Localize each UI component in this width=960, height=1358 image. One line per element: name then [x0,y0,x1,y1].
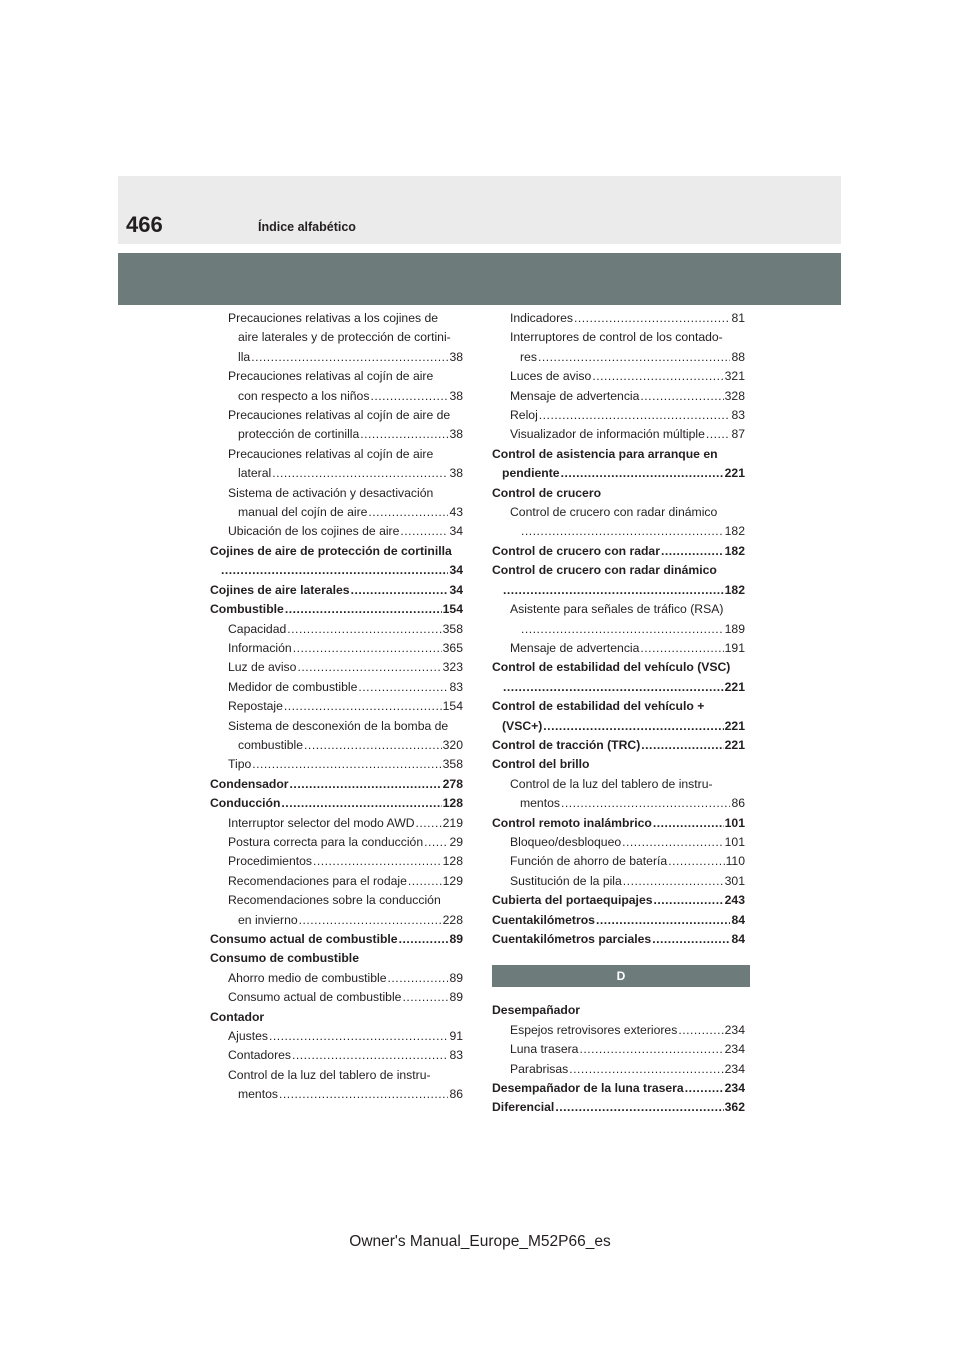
entry-page-link[interactable]: 320 [442,737,463,752]
dot-leader [416,814,442,833]
entry-text: Procedimientos [228,854,312,869]
index-entry [492,1079,745,1098]
dot-leader [281,794,441,813]
entry-text: Contador [210,1009,265,1024]
entry-page-link[interactable]: 221 [724,718,745,733]
entry-text: Recomendaciones para el rodaje [228,873,407,888]
entry-page-link[interactable]: 219 [442,815,463,830]
entry-page-link[interactable]: 278 [442,776,463,791]
entry-text: lla [238,349,251,364]
index-entry [210,1008,463,1027]
entry-text: Ubicación de los cojines de aire [228,524,400,539]
index-column-right [492,309,745,1118]
entry-text: Recomendaciones sobre la conducción [228,893,441,908]
index-subentry [492,1040,745,1059]
index-subentry [492,833,745,852]
entry-page-link[interactable]: 301 [724,873,745,888]
dot-leader [555,1098,723,1117]
dot-leader [654,891,724,910]
index-subentry [492,367,745,386]
entry-text: Cuentakilómetros [492,912,595,927]
entry-text: Interruptor selector del modo AWD [228,815,415,830]
dot-leader [299,911,442,930]
dot-leader [561,464,724,483]
index-subentry [492,600,745,639]
entry-text: pendiente [502,466,560,481]
dot-leader [623,872,724,891]
index-subentry [492,852,745,871]
entry-text: Control de crucero [492,485,602,500]
index-entry [492,561,745,600]
entry-page-link[interactable]: 34 [449,524,463,539]
entry-text: mentos [238,1087,278,1102]
dot-leader [400,522,448,541]
index-column-left [210,309,463,1105]
entry-text: Consumo actual de combustible [228,990,402,1005]
entry-text: combustible [238,737,304,752]
index-subentry [210,1046,463,1065]
entry-page-link[interactable]: 86 [449,1087,463,1102]
header-band [118,253,841,305]
index-subentry [210,814,463,833]
index-entry [210,775,463,794]
entry-text: Control de crucero con radar [492,543,660,558]
entry-page-link[interactable]: 154 [442,602,463,617]
entry-page-link[interactable]: 83 [731,408,745,423]
index-entry [492,542,745,561]
entry-page-link[interactable]: 154 [442,699,463,714]
entry-text: (VSC+) [502,718,543,733]
dot-leader [521,522,724,541]
index-entry [210,542,463,581]
dot-leader [297,658,441,677]
entry-page-link[interactable]: 34 [449,582,463,597]
dot-leader [596,911,730,930]
dot-leader [569,1060,723,1079]
dot-leader [424,833,448,852]
dot-leader [221,561,448,580]
entry-page-link[interactable]: 328 [724,388,745,403]
entry-page-link[interactable]: 29 [449,834,463,849]
entry-text: Luz de aviso [228,660,297,675]
dot-leader [561,794,730,813]
dot-leader [351,581,449,600]
entry-text: aire laterales y de protección de cortini- [238,330,451,345]
dot-leader [272,464,448,483]
entry-text: en invierno [238,912,298,927]
index-entry [210,949,463,968]
entry-text: Ajustes [228,1029,268,1044]
index-subentry [210,658,463,677]
entry-page-link[interactable]: 191 [724,640,745,655]
dot-leader [641,736,723,755]
entry-text: Ahorro medio de combustible [228,970,387,985]
entry-text: Espejos retrovisores exteriores [510,1022,678,1037]
entry-text: Cuentakilómetros parciales [492,932,652,946]
index-subentry [492,1060,745,1079]
index-entry [492,445,745,484]
entry-page-link[interactable]: 38 [449,349,463,364]
index-subentry [492,503,745,542]
entry-text: Control de asistencia para arranque en [492,446,718,461]
entry-text: Interruptores de control de los contado- [510,330,723,345]
entry-page-link[interactable]: 38 [449,466,463,481]
entry-text: Combustible [210,602,284,617]
section-title: Índice alfabético [258,220,356,234]
entry-text: Repostaje [228,699,283,714]
entry-page-link[interactable]: 189 [724,621,745,636]
index-subentry [210,1027,463,1046]
entry-text: Visualizador de información múltiple [510,427,705,442]
index-subentry [210,1066,463,1105]
entry-text: Parabrisas [510,1061,569,1076]
dot-leader [290,775,442,794]
dot-leader [287,620,441,639]
entry-text: Condensador [210,776,289,791]
index-entry [492,658,745,697]
entry-text: Sistema de desconexión de la bomba de [228,718,449,733]
index-subentry [492,309,745,328]
dot-leader [399,930,449,949]
dot-leader [285,600,442,619]
entry-text: Control de crucero con radar dinámico [510,505,718,520]
entry-page-link[interactable]: 182 [724,524,745,539]
entry-page-link[interactable]: 101 [724,834,745,849]
entry-text: Consumo de combustible [210,951,359,966]
entry-text: Cojines de aire de protección de cortinilla [210,543,452,558]
entry-page-link[interactable]: 228 [442,912,463,927]
entry-text: Control del brillo [492,757,590,772]
index-subentry [492,775,745,814]
entry-page-link[interactable]: 129 [442,873,463,888]
entry-text: Mensaje de advertencia [510,388,640,403]
index-entry [492,1098,745,1117]
index-subentry [210,445,463,484]
entry-text: lateral [238,466,272,481]
dot-leader [402,988,448,1007]
dot-leader [706,425,731,444]
entry-text: Control remoto inalámbrico [492,815,652,830]
entry-page-link[interactable]: 89 [449,932,463,946]
index-entry [492,930,745,949]
index-subentry [492,425,745,444]
index-entry [492,891,745,910]
entry-page-link[interactable]: 101 [724,815,745,830]
index-entry [210,930,463,949]
entry-page-link[interactable]: 234 [724,1061,745,1076]
entry-page-link[interactable]: 358 [442,757,463,772]
dot-leader [653,814,724,833]
entry-text: con respecto a los niños [238,388,370,403]
index-entry [492,484,745,503]
index-subentry [492,406,745,425]
entry-text: Conducción [210,796,281,811]
entry-text: Desempañador de la luna trasera [492,1081,684,1096]
dot-leader [640,387,723,406]
dot-leader [503,581,724,600]
dot-leader [408,872,442,891]
entry-page-link[interactable]: 38 [449,427,463,442]
entry-text: Cojines de aire laterales [210,582,350,597]
entry-text: Sustitución de la pila [510,873,622,888]
dot-leader [574,309,730,328]
entry-page-link[interactable]: 182 [724,582,745,597]
entry-page-link[interactable]: 88 [731,349,745,364]
dot-leader [538,348,731,367]
dot-leader [678,1021,723,1040]
entry-page-link[interactable]: 234 [724,1022,745,1037]
entry-text: Control de tracción (TRC) [492,737,641,752]
entry-text: Medidor de combustible [228,679,358,694]
entry-page-link[interactable]: 243 [724,893,745,908]
entry-text: Control de estabilidad del vehículo (VSC) [492,660,731,675]
index-subentry [210,639,463,658]
index-entry [492,736,745,755]
entry-text: Control de la luz del tablero de instru- [228,1067,431,1082]
dot-leader [622,833,724,852]
index-subentry [210,697,463,716]
entry-page-link[interactable]: 84 [731,932,745,946]
entry-text: Sistema de activación y desactivación [228,485,434,500]
page-number: 466 [126,212,163,237]
entry-text: manual del cojín de aire [238,505,368,520]
entry-page-link[interactable]: 128 [442,854,463,869]
index-subentry [210,309,463,367]
index-subentry [492,328,745,367]
entry-text: Desempañador [492,1003,581,1018]
entry-page-link[interactable]: 89 [449,970,463,985]
dot-leader [292,1046,448,1065]
dot-leader [360,425,448,444]
index-entry [210,794,463,813]
entry-text: Postura correcta para la conducción [228,834,424,849]
index-subentry [210,988,463,1007]
dot-leader [284,697,442,716]
index-subentry [492,872,745,891]
dot-leader [592,367,723,386]
dot-leader [293,639,442,658]
entry-text: Asistente para señales de tráfico (RSA) [510,602,724,617]
entry-text: Precauciones relativas al cojín de aire de [228,408,451,423]
index-subentry [210,833,463,852]
index-subentry [492,1021,745,1040]
entry-text: Función de ahorro de batería [510,854,668,869]
entry-page-link[interactable]: 34 [449,563,463,578]
entry-page-link[interactable]: 81 [731,311,745,325]
footer-document-id: Owner's Manual_Europe_M52P66_es [349,1233,611,1250]
entry-page-link[interactable]: 234 [724,1081,745,1096]
header-top-bar [118,176,841,244]
entry-page-link[interactable]: 182 [724,543,745,558]
entry-text: res [520,349,537,364]
letter-section-heading: D [492,965,750,987]
index-subentry [210,891,463,930]
dot-leader [652,930,730,949]
index-subentry [210,755,463,774]
dot-leader [539,406,731,425]
entry-text: Cubierta del portaequipajes [492,893,653,908]
entry-page-link[interactable]: 362 [724,1100,745,1115]
index-subentry [210,872,463,891]
entry-page-link[interactable]: 321 [724,369,745,384]
entry-text: Precauciones relativas al cojín de aire [228,446,434,461]
entry-page-link[interactable]: 84 [731,912,745,927]
dot-leader [358,678,448,697]
entry-page-link[interactable]: 43 [449,505,463,520]
entry-text: Indicadores [510,311,574,325]
entry-text: Luna trasera [510,1042,579,1057]
index-subentry [210,678,463,697]
entry-text: Precauciones relativas a los cojines de [228,311,439,325]
entry-text: Tipo [228,757,252,772]
dot-leader [503,678,724,697]
entry-text: Control de crucero con radar dinámico [492,563,717,578]
dot-leader [661,542,724,561]
index-entry [492,755,745,774]
entry-page-link[interactable]: 234 [724,1042,745,1057]
dot-leader [668,852,724,871]
entry-page-link[interactable]: 365 [442,640,463,655]
dot-leader [252,755,441,774]
index-subentry [210,484,463,523]
entry-page-link[interactable]: 87 [731,427,745,442]
index-entry [492,911,745,930]
entry-text: Precauciones relativas al cojín de aire [228,369,434,384]
dot-leader [543,717,723,736]
entry-text: Luces de aviso [510,369,592,384]
index-entry [210,581,463,600]
index-subentry [210,717,463,756]
index-entry [492,814,745,833]
entry-page-link[interactable]: 358 [442,621,463,636]
entry-text: Información [228,640,292,655]
entry-page-link[interactable]: 323 [442,660,463,675]
entry-text: Capacidad [228,621,287,636]
index-entry [492,1001,745,1020]
index-subentry [210,522,463,541]
dot-leader [370,387,448,406]
entry-page-link[interactable]: 221 [724,737,745,752]
index-subentry [492,639,745,658]
dot-leader [640,639,723,658]
entry-page-link[interactable]: 86 [731,796,745,811]
entry-text: protección de cortinilla [238,427,360,442]
entry-page-link[interactable]: 221 [724,466,745,481]
dot-leader [579,1040,723,1059]
index-entry [210,600,463,619]
dot-leader [388,969,449,988]
index-subentry [210,620,463,639]
entry-text: Control de la luz del tablero de instru- [510,776,713,791]
entry-page-link[interactable]: 83 [449,679,463,694]
entry-text: Diferencial [492,1100,555,1115]
entry-page-link[interactable]: 221 [724,679,745,694]
entry-page-link[interactable]: 83 [449,1048,463,1063]
entry-text: Control de estabilidad del vehículo + [492,699,705,714]
dot-leader [251,348,448,367]
entry-text: Mensaje de advertencia [510,640,640,655]
dot-leader [313,852,442,871]
entry-page-link[interactable]: 91 [449,1029,463,1044]
dot-leader [521,620,724,639]
index-subentry [492,387,745,406]
dot-leader [368,503,448,522]
entry-text: Reloj [510,408,538,423]
index-subentry [210,852,463,871]
index-subentry [210,367,463,406]
entry-page-link[interactable]: 110 [725,854,745,869]
entry-text: Bloqueo/desbloqueo [510,834,622,849]
entry-page-link[interactable]: 128 [442,796,463,811]
dot-leader [685,1079,724,1098]
entry-text: mentos [520,796,560,811]
index-subentry [210,969,463,988]
dot-leader [269,1027,448,1046]
index-subentry [210,406,463,445]
dot-leader [304,736,442,755]
index-entry [492,697,745,736]
dot-leader [279,1085,448,1104]
entry-text: Contadores [228,1048,292,1063]
entry-text: Consumo actual de combustible [210,932,398,946]
entry-page-link[interactable]: 89 [449,990,463,1005]
entry-page-link[interactable]: 38 [449,388,463,403]
